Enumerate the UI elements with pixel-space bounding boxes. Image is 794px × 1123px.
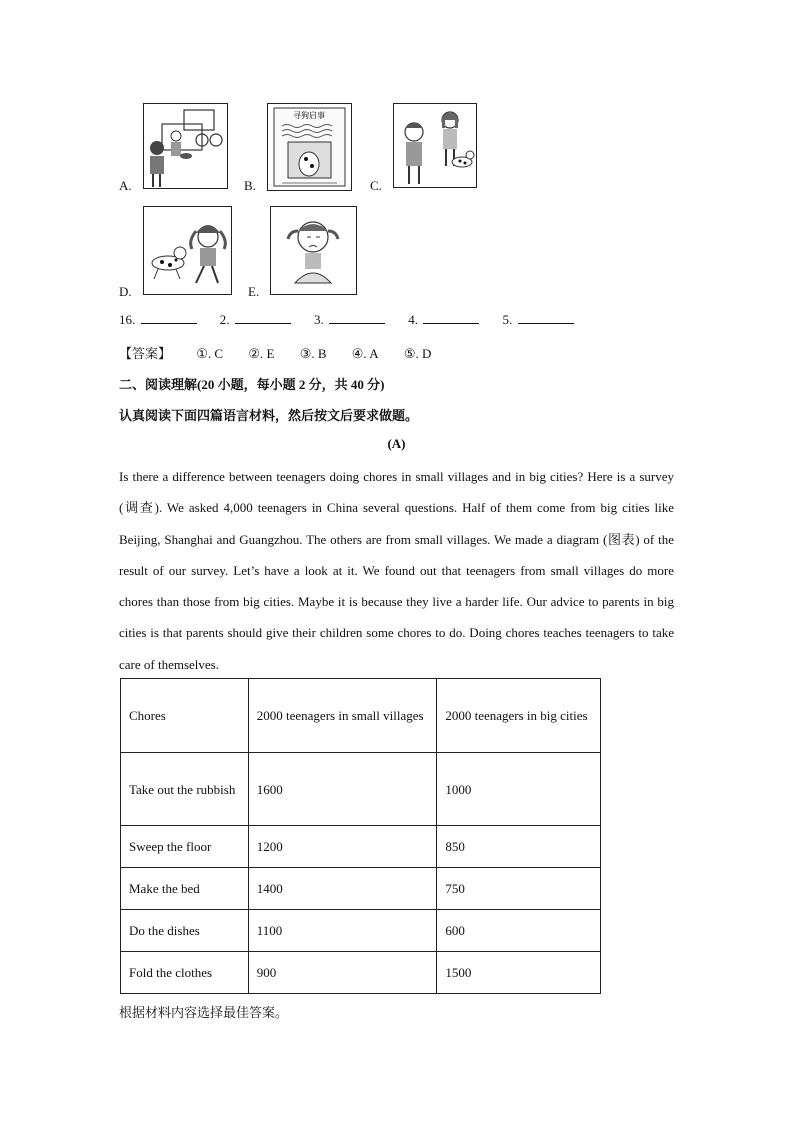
answer-key xyxy=(119,343,431,362)
option-b-label: B. xyxy=(244,178,256,193)
table-header-cell: 2000 teenagers in small villages xyxy=(248,679,437,753)
table-row xyxy=(121,910,601,952)
table-cell: 1000 xyxy=(437,753,601,826)
table-row xyxy=(121,826,601,868)
table-row xyxy=(121,753,601,826)
chores-table xyxy=(120,678,601,994)
option-a-label: A. xyxy=(119,178,132,193)
answer-blank[interactable] xyxy=(329,313,385,324)
table-cell: 1200 xyxy=(248,826,437,868)
table-cell: Sweep the floor xyxy=(121,826,249,868)
blank-number: 2. xyxy=(219,312,230,327)
table-header-cell: Chores xyxy=(121,679,249,753)
table-cell: Make the bed xyxy=(121,868,249,910)
table-cell: 1100 xyxy=(248,910,437,952)
boy-and-dog-near-car-image xyxy=(143,103,228,189)
blank-row xyxy=(119,312,594,328)
table-row xyxy=(121,868,601,910)
poster-title: 寻狗启事 xyxy=(293,111,325,120)
table-row xyxy=(121,952,601,994)
table-cell: 1400 xyxy=(248,868,437,910)
answer-label: 【答案】 xyxy=(119,346,172,361)
table-cell: Do the dishes xyxy=(121,910,249,952)
girls-with-dog-image xyxy=(393,103,477,188)
answer-item: ③. B xyxy=(299,346,327,361)
blank-number: 5. xyxy=(502,312,513,327)
table-cell: 850 xyxy=(437,826,601,868)
table-header-cell: 2000 teenagers in big cities xyxy=(437,679,601,753)
option-e-label: E. xyxy=(248,284,260,299)
table-cell: 900 xyxy=(248,952,437,994)
answer-blank[interactable] xyxy=(235,313,291,324)
option-c-label: C. xyxy=(370,178,382,193)
answer-item: ①. C xyxy=(196,346,224,361)
blank-number: 16. xyxy=(119,312,136,327)
answer-blank[interactable] xyxy=(518,313,574,324)
answer-blank[interactable] xyxy=(141,313,197,324)
option-d-label: D. xyxy=(119,284,132,299)
blank-number: 4. xyxy=(408,312,418,327)
table-cell: Fold the clothes xyxy=(121,952,249,994)
question-instruction: 根据材料内容选择最佳答案。 xyxy=(119,1005,289,1020)
table-cell: 1500 xyxy=(437,952,601,994)
sad-girl-sitting-image xyxy=(270,206,357,295)
answer-item: ④. A xyxy=(351,346,379,361)
girl-running-with-dog-image xyxy=(143,206,232,295)
table-cell: 1600 xyxy=(248,753,437,826)
reading-passage: Is there a difference between teenagers doing chores in small villages and in big cities? Here is a survey (调查). We asked 4,000 teenagers in China several questions. Half of them come from big cities like Beijing, Shanghai and Guangzhou. The others are from small villages. We made a diagram (图表) of the result of our survey. Let’s have a look at it. We found out that teenagers from small villages do more chores than those from big cities. Maybe it is because they live a harder life. Our advice to parents in big cities is that parents should give their children some chores to do. Doing chores teaches teenagers to take care of themselves. xyxy=(119,469,674,672)
section-instruction: 认真阅读下面四篇语言材料，然后按文后要求做题。 xyxy=(119,408,419,423)
lost-dog-poster-image xyxy=(267,103,352,191)
answer-item: ②. E xyxy=(248,346,275,361)
table-cell: 600 xyxy=(437,910,601,952)
table-cell: 750 xyxy=(437,868,601,910)
table-header-row xyxy=(121,679,601,753)
passage-part-label: (A) xyxy=(387,436,406,451)
section-heading: 二、阅读理解(20 小题，每小题 2 分，共 40 分) xyxy=(119,377,385,392)
answer-item: ⑤. D xyxy=(403,346,432,361)
blank-number: 3. xyxy=(314,312,324,327)
table-cell: Take out the rubbish xyxy=(121,753,249,826)
answer-blank[interactable] xyxy=(423,313,479,324)
